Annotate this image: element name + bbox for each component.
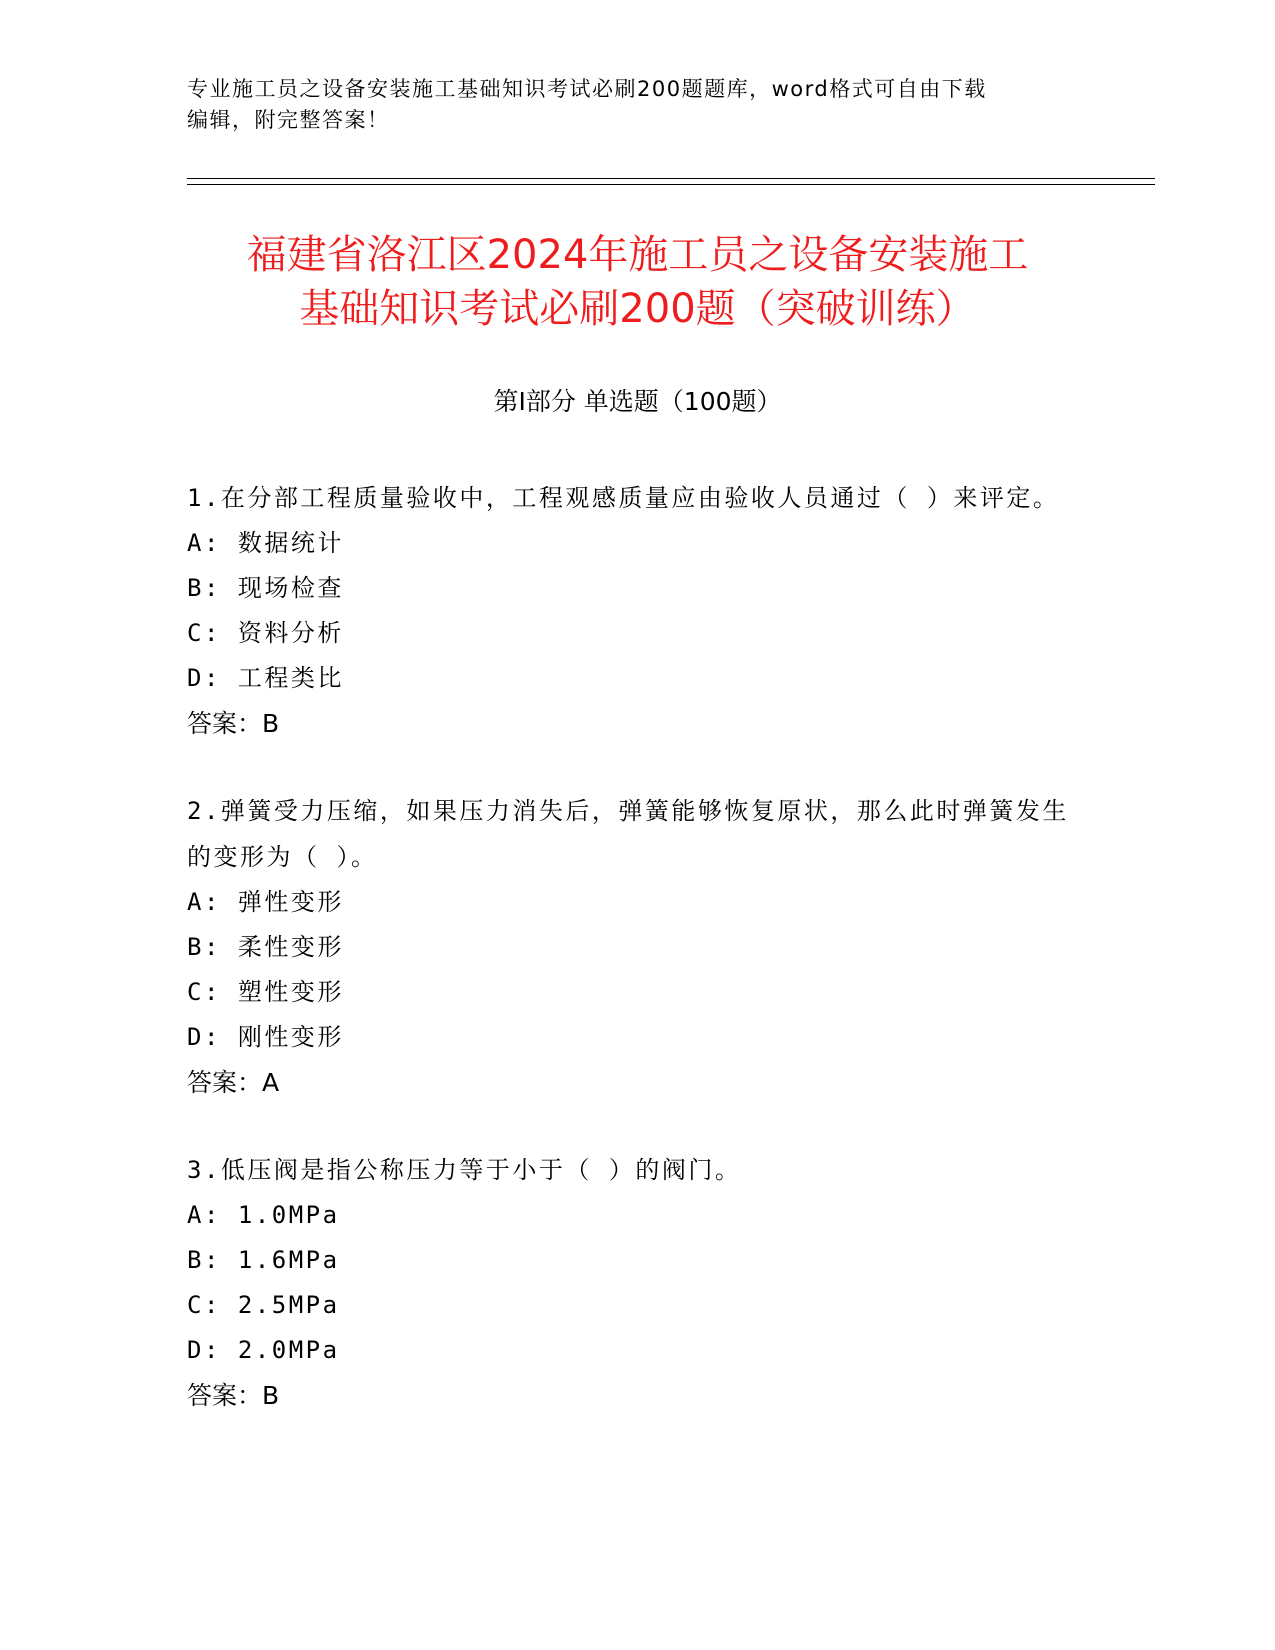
option-c: C: 塑性变形 [187,978,344,1006]
header-note [187,74,1087,136]
section-heading: 第Ⅰ部分 单选题（100题） [493,387,782,416]
question-stem: 3.低压阀是指公称压力等于小于（ ）的阀门。 [187,1156,742,1184]
header-divider [187,184,1155,185]
option-d: D: 2.0MPa [187,1336,340,1364]
answer-line: 答案：A [187,1068,280,1097]
header-divider [187,178,1155,179]
option-c: C: 2.5MPa [187,1291,340,1319]
question-stem: 1.在分部工程质量验收中，工程观感质量应由验收人员通过（ ）来评定。 [187,484,1060,512]
option-b: B: 1.6MPa [187,1246,340,1274]
option-d: D: 刚性变形 [187,1023,344,1051]
option-a: A: 1.0MPa [187,1201,340,1229]
question-item [187,788,1087,1106]
answer-line: 答案：B [187,709,280,738]
option-b: B: 现场检查 [187,574,344,602]
option-a: A: 弹性变形 [187,888,344,916]
document-title-line: 基础知识考试必刷200题（突破训练） [299,286,976,332]
question-list [187,475,1087,1460]
question-stem: 2.弹簧受力压缩，如果压力消失后，弹簧能够恢复原状，那么此时弹簧发生的变形为（ ）。 [187,797,1069,871]
document-title [100,228,1175,336]
document-title-line: 福建省洛江区2024年施工员之设备安装施工 [246,232,1029,278]
header-note-line: 专业施工员之设备安装施工基础知识考试必刷200题题库，word格式可自由下载 [187,77,987,101]
answer-line: 答案：B [187,1381,280,1410]
question-item [187,475,1087,747]
option-d: D: 工程类比 [187,664,344,692]
header-note-line: 编辑，附完整答案！ [187,108,390,132]
option-b: B: 柔性变形 [187,933,344,961]
option-a: A: 数据统计 [187,529,344,557]
question-item [187,1147,1087,1419]
option-c: C: 资料分析 [187,619,344,647]
